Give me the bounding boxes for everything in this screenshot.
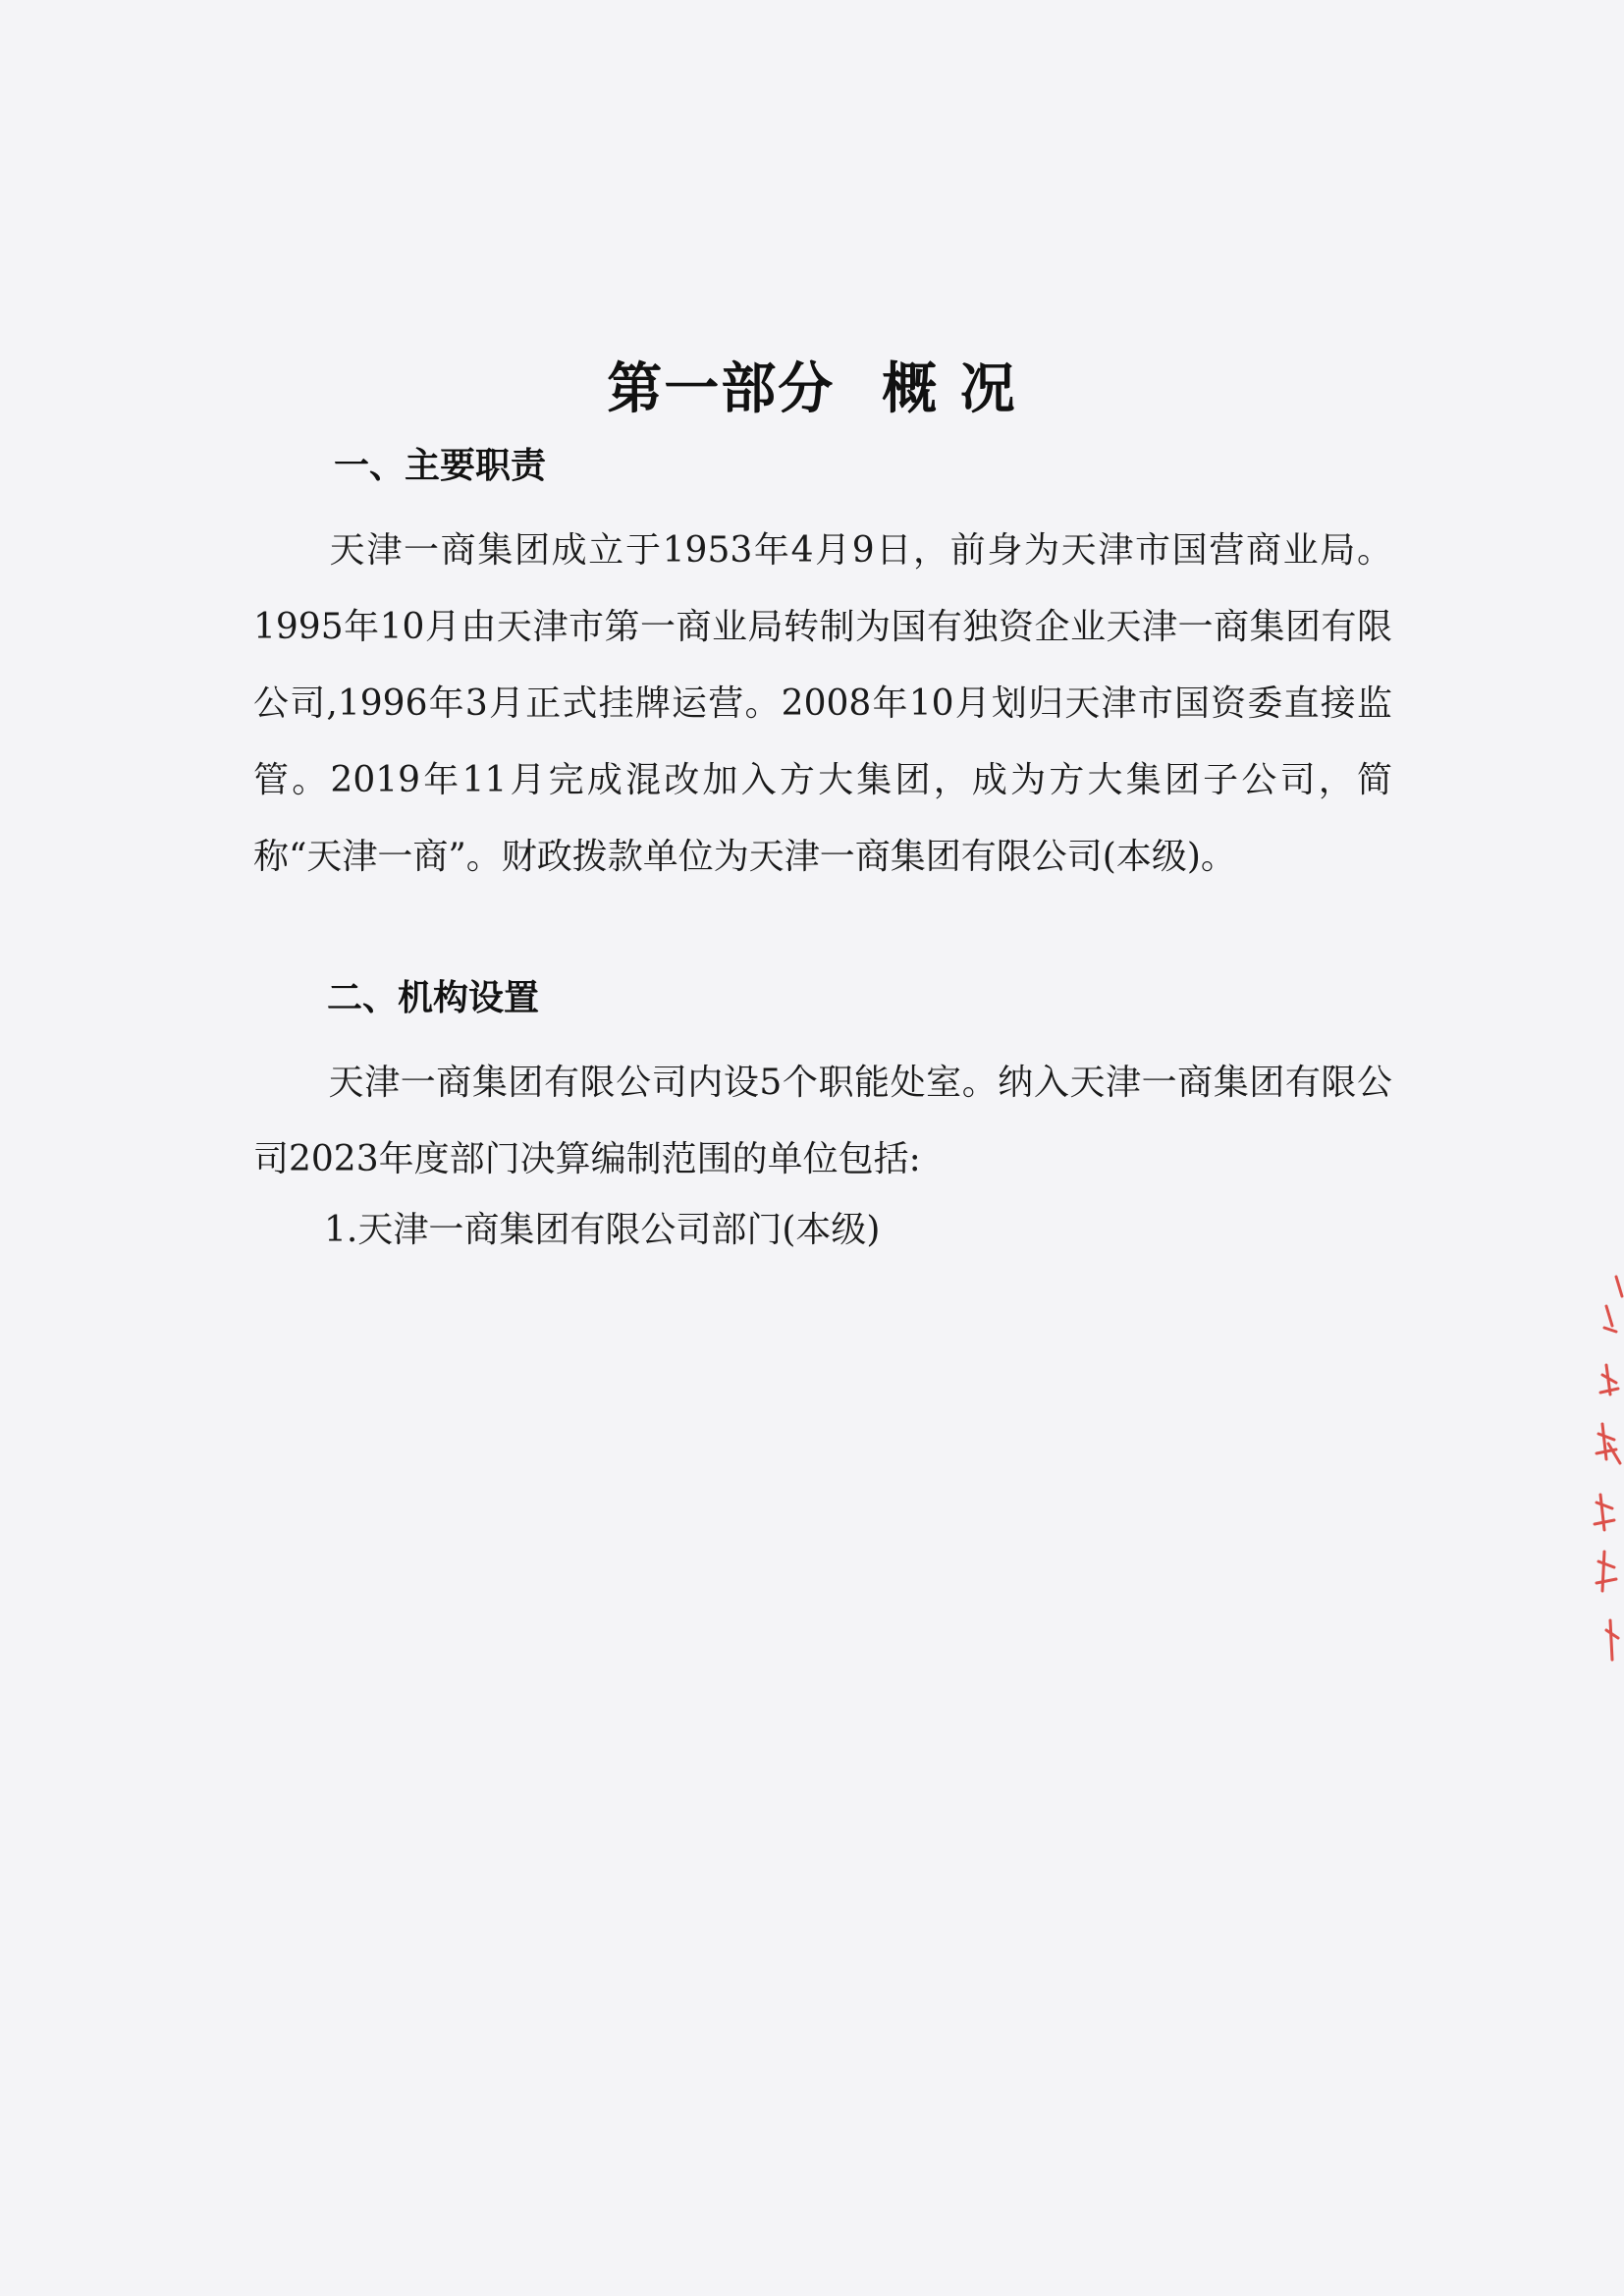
organization-text: 天津一商集团有限公司内设5个职能处室。纳入天津一商集团有限公司2023年度部门决算编制范围的单位包括: (253, 1063, 1392, 1179)
title-name: 概 况 (882, 356, 1017, 421)
section-heading-duties: 一、主要职责 (334, 446, 547, 486)
organization-paragraph (253, 1045, 1392, 1198)
section-heading-organization: 二、机构设置 (327, 978, 540, 1018)
title-part: 第一部分 (607, 356, 836, 421)
red-seal-partial-stamp (1577, 1267, 1624, 1679)
duties-text: 天津一商集团成立于1953年4月9日，前身为天津市国营商业局。1995年10月由天津市第一商业局转制为国有独资企业天津一商集团有限公司,1996年3月正式挂牌运营。2008年10月划归天津市国资委直接监管。2019年11月完成混改加入方大集团，成为方大集团子公司，简称“天津一商”。财政拨款单位为天津一商集团有限公司(本级)。 (253, 530, 1392, 877)
duties-paragraph (253, 513, 1392, 896)
unit-list-item: 1.天津一商集团有限公司部门(本级) (324, 1210, 881, 1250)
page-title (0, 346, 1624, 424)
